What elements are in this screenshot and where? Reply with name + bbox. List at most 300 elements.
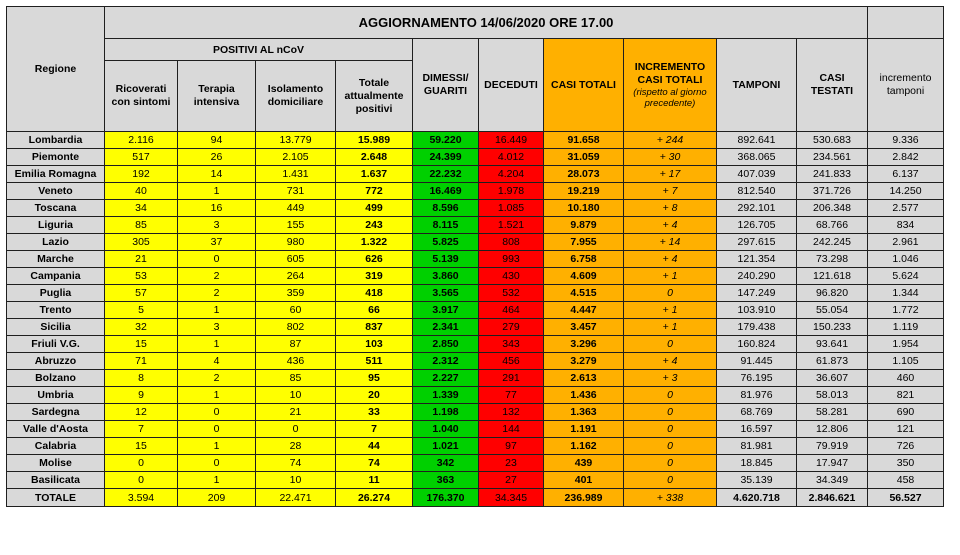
cell-dimessi: 363 (413, 472, 479, 489)
cell-terapia: 16 (178, 200, 256, 217)
cell-deceduti: 27 (479, 472, 544, 489)
cell-casi: 2.613 (544, 370, 624, 387)
cell-inc-tamponi: 2.577 (868, 200, 944, 217)
cell-regione: Umbria (7, 387, 105, 404)
cell-casi: 31.059 (544, 149, 624, 166)
header-casi-totali: CASI TOTALI (544, 39, 624, 132)
cell-ricoverati: 3.594 (105, 489, 178, 507)
cell-testati: 36.607 (797, 370, 868, 387)
cell-deceduti: 532 (479, 285, 544, 302)
cell-testati: 17.947 (797, 455, 868, 472)
cell-dimessi: 342 (413, 455, 479, 472)
cell-isolamento: 22.471 (256, 489, 336, 507)
covid-data-table (6, 6, 944, 507)
cell-inc-tamponi: 350 (868, 455, 944, 472)
cell-ricoverati: 305 (105, 234, 178, 251)
table-row (7, 285, 944, 302)
cell-testati: 61.873 (797, 353, 868, 370)
cell-dimessi: 3.860 (413, 268, 479, 285)
cell-tamponi: 179.438 (717, 319, 797, 336)
cell-deceduti: 1.085 (479, 200, 544, 217)
cell-regione: Friuli V.G. (7, 336, 105, 353)
cell-totale: 499 (336, 200, 413, 217)
header-dimessi: DIMESSI/ GUARITI (413, 39, 479, 132)
cell-ricoverati: 2.116 (105, 132, 178, 149)
cell-testati: 2.846.621 (797, 489, 868, 507)
cell-dimessi: 8.115 (413, 217, 479, 234)
cell-terapia: 1 (178, 438, 256, 455)
cell-casi: 10.180 (544, 200, 624, 217)
table-row (7, 404, 944, 421)
cell-incremento: 0 (624, 387, 717, 404)
cell-ricoverati: 15 (105, 336, 178, 353)
cell-dimessi: 5.825 (413, 234, 479, 251)
cell-totale: 15.989 (336, 132, 413, 149)
cell-dimessi: 3.917 (413, 302, 479, 319)
cell-dimessi: 1.021 (413, 438, 479, 455)
header-tamponi: TAMPONI (717, 39, 797, 132)
cell-casi: 3.457 (544, 319, 624, 336)
cell-casi: 236.989 (544, 489, 624, 507)
cell-isolamento: 2.105 (256, 149, 336, 166)
cell-terapia: 1 (178, 183, 256, 200)
cell-casi: 6.758 (544, 251, 624, 268)
cell-tamponi: 368.065 (717, 149, 797, 166)
cell-inc-tamponi: 460 (868, 370, 944, 387)
cell-incremento: + 1 (624, 302, 717, 319)
cell-inc-tamponi: 1.105 (868, 353, 944, 370)
cell-isolamento: 605 (256, 251, 336, 268)
cell-terapia: 14 (178, 166, 256, 183)
table-row (7, 132, 944, 149)
cell-tamponi: 18.845 (717, 455, 797, 472)
table-row (7, 387, 944, 404)
cell-dimessi: 2.312 (413, 353, 479, 370)
cell-inc-tamponi: 1.772 (868, 302, 944, 319)
cell-inc-tamponi: 458 (868, 472, 944, 489)
cell-dimessi: 1.339 (413, 387, 479, 404)
cell-terapia: 0 (178, 421, 256, 438)
cell-incremento: + 4 (624, 217, 717, 234)
cell-totale: 2.648 (336, 149, 413, 166)
cell-deceduti: 464 (479, 302, 544, 319)
cell-tamponi: 68.769 (717, 404, 797, 421)
cell-totale: 33 (336, 404, 413, 421)
cell-ricoverati: 85 (105, 217, 178, 234)
table-row (7, 166, 944, 183)
table-row (7, 455, 944, 472)
cell-isolamento: 0 (256, 421, 336, 438)
cell-dimessi: 176.370 (413, 489, 479, 507)
cell-terapia: 1 (178, 302, 256, 319)
cell-inc-tamponi: 726 (868, 438, 944, 455)
cell-totale: 11 (336, 472, 413, 489)
cell-testati: 206.348 (797, 200, 868, 217)
cell-deceduti: 34.345 (479, 489, 544, 507)
cell-isolamento: 436 (256, 353, 336, 370)
cell-regione: Sardegna (7, 404, 105, 421)
cell-regione: Emilia Romagna (7, 166, 105, 183)
cell-terapia: 0 (178, 404, 256, 421)
header-isolamento: Isolamento domiciliare (256, 61, 336, 132)
cell-regione: Lazio (7, 234, 105, 251)
cell-deceduti: 97 (479, 438, 544, 455)
cell-inc-tamponi: 2.961 (868, 234, 944, 251)
cell-incremento: 0 (624, 438, 717, 455)
cell-terapia: 2 (178, 285, 256, 302)
table-row (7, 200, 944, 217)
cell-testati: 34.349 (797, 472, 868, 489)
cell-regione: Marche (7, 251, 105, 268)
cell-terapia: 2 (178, 268, 256, 285)
cell-deceduti: 1.521 (479, 217, 544, 234)
cell-totale: 20 (336, 387, 413, 404)
cell-incremento: + 3 (624, 370, 717, 387)
cell-ricoverati: 71 (105, 353, 178, 370)
cell-inc-tamponi: 14.250 (868, 183, 944, 200)
cell-testati: 58.013 (797, 387, 868, 404)
cell-inc-tamponi: 6.137 (868, 166, 944, 183)
cell-isolamento: 731 (256, 183, 336, 200)
cell-inc-tamponi: 834 (868, 217, 944, 234)
cell-casi: 1.363 (544, 404, 624, 421)
cell-incremento: + 1 (624, 268, 717, 285)
cell-incremento: + 244 (624, 132, 717, 149)
cell-totale: 66 (336, 302, 413, 319)
cell-isolamento: 28 (256, 438, 336, 455)
cell-casi: 7.955 (544, 234, 624, 251)
cell-deceduti: 430 (479, 268, 544, 285)
cell-dimessi: 24.399 (413, 149, 479, 166)
cell-ricoverati: 12 (105, 404, 178, 421)
cell-dimessi: 2.850 (413, 336, 479, 353)
cell-tamponi: 812.540 (717, 183, 797, 200)
cell-tamponi: 297.615 (717, 234, 797, 251)
cell-deceduti: 291 (479, 370, 544, 387)
cell-isolamento: 980 (256, 234, 336, 251)
cell-dimessi: 5.139 (413, 251, 479, 268)
cell-testati: 58.281 (797, 404, 868, 421)
cell-terapia: 94 (178, 132, 256, 149)
cell-terapia: 4 (178, 353, 256, 370)
cell-tamponi: 81.981 (717, 438, 797, 455)
cell-isolamento: 802 (256, 319, 336, 336)
cell-testati: 12.806 (797, 421, 868, 438)
header-casi-testati: CASI TESTATI (797, 39, 868, 132)
cell-isolamento: 74 (256, 455, 336, 472)
cell-inc-tamponi: 821 (868, 387, 944, 404)
cell-totale: 44 (336, 438, 413, 455)
cell-regione: Liguria (7, 217, 105, 234)
cell-inc-tamponi: 56.527 (868, 489, 944, 507)
cell-dimessi: 1.198 (413, 404, 479, 421)
cell-testati: 241.833 (797, 166, 868, 183)
cell-casi: 439 (544, 455, 624, 472)
table-title: AGGIORNAMENTO 14/06/2020 ORE 17.00 (105, 7, 868, 39)
cell-regione: Basilicata (7, 472, 105, 489)
cell-terapia: 2 (178, 370, 256, 387)
cell-terapia: 1 (178, 387, 256, 404)
cell-casi: 3.296 (544, 336, 624, 353)
cell-dimessi: 59.220 (413, 132, 479, 149)
header-incremento-label: INCREMENTO CASI TOTALI (634, 61, 706, 86)
cell-testati: 55.054 (797, 302, 868, 319)
header-incremento-note: (rispetto al giorno precedente) (633, 87, 707, 109)
header-totale-positivi: Totale attualmente positivi (336, 61, 413, 132)
cell-incremento: 0 (624, 336, 717, 353)
cell-incremento: 0 (624, 404, 717, 421)
cell-testati: 234.561 (797, 149, 868, 166)
table-row (7, 234, 944, 251)
cell-dimessi: 1.040 (413, 421, 479, 438)
cell-dimessi: 22.232 (413, 166, 479, 183)
cell-isolamento: 1.431 (256, 166, 336, 183)
cell-ricoverati: 21 (105, 251, 178, 268)
cell-casi: 3.279 (544, 353, 624, 370)
cell-dimessi: 2.227 (413, 370, 479, 387)
cell-regione: Trento (7, 302, 105, 319)
cell-totale: 7 (336, 421, 413, 438)
cell-testati: 371.726 (797, 183, 868, 200)
cell-incremento: 0 (624, 455, 717, 472)
cell-ricoverati: 5 (105, 302, 178, 319)
cell-incremento: + 1 (624, 319, 717, 336)
cell-incremento: + 8 (624, 200, 717, 217)
cell-casi: 4.447 (544, 302, 624, 319)
cell-testati: 121.618 (797, 268, 868, 285)
cell-deceduti: 279 (479, 319, 544, 336)
cell-incremento: + 4 (624, 353, 717, 370)
cell-testati: 79.919 (797, 438, 868, 455)
cell-incremento: 0 (624, 472, 717, 489)
cell-inc-tamponi: 1.119 (868, 319, 944, 336)
cell-isolamento: 155 (256, 217, 336, 234)
table-row (7, 183, 944, 200)
cell-deceduti: 4.204 (479, 166, 544, 183)
header-incremento-tamponi: incremento tamponi (868, 39, 944, 132)
cell-inc-tamponi: 5.624 (868, 268, 944, 285)
cell-isolamento: 85 (256, 370, 336, 387)
table-row (7, 268, 944, 285)
cell-tamponi: 4.620.718 (717, 489, 797, 507)
cell-deceduti: 16.449 (479, 132, 544, 149)
cell-inc-tamponi: 690 (868, 404, 944, 421)
cell-tamponi: 91.445 (717, 353, 797, 370)
cell-ricoverati: 57 (105, 285, 178, 302)
table-row (7, 370, 944, 387)
cell-regione: Campania (7, 268, 105, 285)
cell-regione: Toscana (7, 200, 105, 217)
header-blank-cell (868, 7, 944, 39)
cell-terapia: 1 (178, 472, 256, 489)
cell-regione: TOTALE (7, 489, 105, 507)
cell-dimessi: 8.596 (413, 200, 479, 217)
header-terapia: Terapia intensiva (178, 61, 256, 132)
cell-totale: 1.637 (336, 166, 413, 183)
table-row (7, 438, 944, 455)
cell-regione: Molise (7, 455, 105, 472)
cell-tamponi: 240.290 (717, 268, 797, 285)
cell-terapia: 0 (178, 455, 256, 472)
cell-ricoverati: 0 (105, 455, 178, 472)
cell-isolamento: 449 (256, 200, 336, 217)
cell-isolamento: 21 (256, 404, 336, 421)
cell-totale: 103 (336, 336, 413, 353)
cell-terapia: 26 (178, 149, 256, 166)
cell-regione: Valle d'Aosta (7, 421, 105, 438)
table-row (7, 353, 944, 370)
cell-inc-tamponi: 1.954 (868, 336, 944, 353)
cell-ricoverati: 192 (105, 166, 178, 183)
cell-tamponi: 103.910 (717, 302, 797, 319)
cell-regione: Piemonte (7, 149, 105, 166)
cell-inc-tamponi: 1.046 (868, 251, 944, 268)
cell-testati: 93.641 (797, 336, 868, 353)
cell-regione: Bolzano (7, 370, 105, 387)
cell-testati: 242.245 (797, 234, 868, 251)
cell-incremento: 0 (624, 421, 717, 438)
cell-terapia: 1 (178, 336, 256, 353)
cell-isolamento: 10 (256, 472, 336, 489)
cell-totale: 418 (336, 285, 413, 302)
cell-incremento: + 17 (624, 166, 717, 183)
cell-totale: 837 (336, 319, 413, 336)
cell-casi: 1.162 (544, 438, 624, 455)
cell-ricoverati: 32 (105, 319, 178, 336)
cell-ricoverati: 0 (105, 472, 178, 489)
cell-ricoverati: 34 (105, 200, 178, 217)
cell-deceduti: 456 (479, 353, 544, 370)
cell-casi: 9.879 (544, 217, 624, 234)
cell-regione: Calabria (7, 438, 105, 455)
cell-deceduti: 4.012 (479, 149, 544, 166)
cell-deceduti: 808 (479, 234, 544, 251)
cell-isolamento: 359 (256, 285, 336, 302)
cell-incremento: + 7 (624, 183, 717, 200)
cell-testati: 96.820 (797, 285, 868, 302)
cell-totale: 772 (336, 183, 413, 200)
cell-dimessi: 2.341 (413, 319, 479, 336)
cell-dimessi: 3.565 (413, 285, 479, 302)
header-regione: Regione (7, 7, 105, 132)
cell-casi: 4.609 (544, 268, 624, 285)
cell-ricoverati: 40 (105, 183, 178, 200)
cell-ricoverati: 7 (105, 421, 178, 438)
cell-casi: 4.515 (544, 285, 624, 302)
cell-terapia: 0 (178, 251, 256, 268)
cell-isolamento: 87 (256, 336, 336, 353)
cell-totale: 511 (336, 353, 413, 370)
cell-ricoverati: 15 (105, 438, 178, 455)
cell-tamponi: 292.101 (717, 200, 797, 217)
cell-deceduti: 23 (479, 455, 544, 472)
cell-tamponi: 407.039 (717, 166, 797, 183)
cell-casi: 1.436 (544, 387, 624, 404)
cell-inc-tamponi: 121 (868, 421, 944, 438)
cell-ricoverati: 8 (105, 370, 178, 387)
cell-casi: 91.658 (544, 132, 624, 149)
cell-incremento: + 4 (624, 251, 717, 268)
cell-inc-tamponi: 2.842 (868, 149, 944, 166)
cell-tamponi: 81.976 (717, 387, 797, 404)
table-row (7, 421, 944, 438)
cell-inc-tamponi: 9.336 (868, 132, 944, 149)
cell-testati: 150.233 (797, 319, 868, 336)
cell-testati: 530.683 (797, 132, 868, 149)
header-ricoverati: Ricoverati con sintomi (105, 61, 178, 132)
table-row (7, 472, 944, 489)
table-row (7, 336, 944, 353)
covid-table-container (6, 6, 944, 507)
cell-ricoverati: 517 (105, 149, 178, 166)
cell-casi: 1.191 (544, 421, 624, 438)
table-row (7, 251, 944, 268)
cell-tamponi: 35.139 (717, 472, 797, 489)
cell-ricoverati: 53 (105, 268, 178, 285)
table-row (7, 302, 944, 319)
table-row (7, 217, 944, 234)
cell-casi: 28.073 (544, 166, 624, 183)
cell-deceduti: 132 (479, 404, 544, 421)
cell-terapia: 209 (178, 489, 256, 507)
cell-isolamento: 60 (256, 302, 336, 319)
cell-isolamento: 264 (256, 268, 336, 285)
cell-totale: 26.274 (336, 489, 413, 507)
cell-totale: 95 (336, 370, 413, 387)
cell-totale: 74 (336, 455, 413, 472)
cell-deceduti: 144 (479, 421, 544, 438)
cell-totale: 1.322 (336, 234, 413, 251)
table-row (7, 319, 944, 336)
cell-regione: Lombardia (7, 132, 105, 149)
cell-terapia: 37 (178, 234, 256, 251)
header-incremento (624, 39, 717, 132)
cell-deceduti: 77 (479, 387, 544, 404)
cell-isolamento: 13.779 (256, 132, 336, 149)
cell-totale: 243 (336, 217, 413, 234)
cell-regione: Abruzzo (7, 353, 105, 370)
cell-regione: Puglia (7, 285, 105, 302)
cell-tamponi: 147.249 (717, 285, 797, 302)
cell-inc-tamponi: 1.344 (868, 285, 944, 302)
cell-dimessi: 16.469 (413, 183, 479, 200)
header-deceduti: DECEDUTI (479, 39, 544, 132)
cell-totale: 319 (336, 268, 413, 285)
cell-incremento: + 30 (624, 149, 717, 166)
totale-row (7, 489, 944, 507)
cell-tamponi: 160.824 (717, 336, 797, 353)
cell-ricoverati: 9 (105, 387, 178, 404)
cell-deceduti: 1.978 (479, 183, 544, 200)
cell-incremento: + 14 (624, 234, 717, 251)
cell-tamponi: 892.641 (717, 132, 797, 149)
cell-tamponi: 16.597 (717, 421, 797, 438)
cell-casi: 19.219 (544, 183, 624, 200)
cell-tamponi: 126.705 (717, 217, 797, 234)
cell-regione: Veneto (7, 183, 105, 200)
cell-tamponi: 76.195 (717, 370, 797, 387)
cell-deceduti: 993 (479, 251, 544, 268)
cell-incremento: 0 (624, 285, 717, 302)
table-row (7, 149, 944, 166)
cell-incremento: + 338 (624, 489, 717, 507)
cell-terapia: 3 (178, 217, 256, 234)
cell-casi: 401 (544, 472, 624, 489)
cell-deceduti: 343 (479, 336, 544, 353)
cell-isolamento: 10 (256, 387, 336, 404)
cell-terapia: 3 (178, 319, 256, 336)
cell-totale: 626 (336, 251, 413, 268)
